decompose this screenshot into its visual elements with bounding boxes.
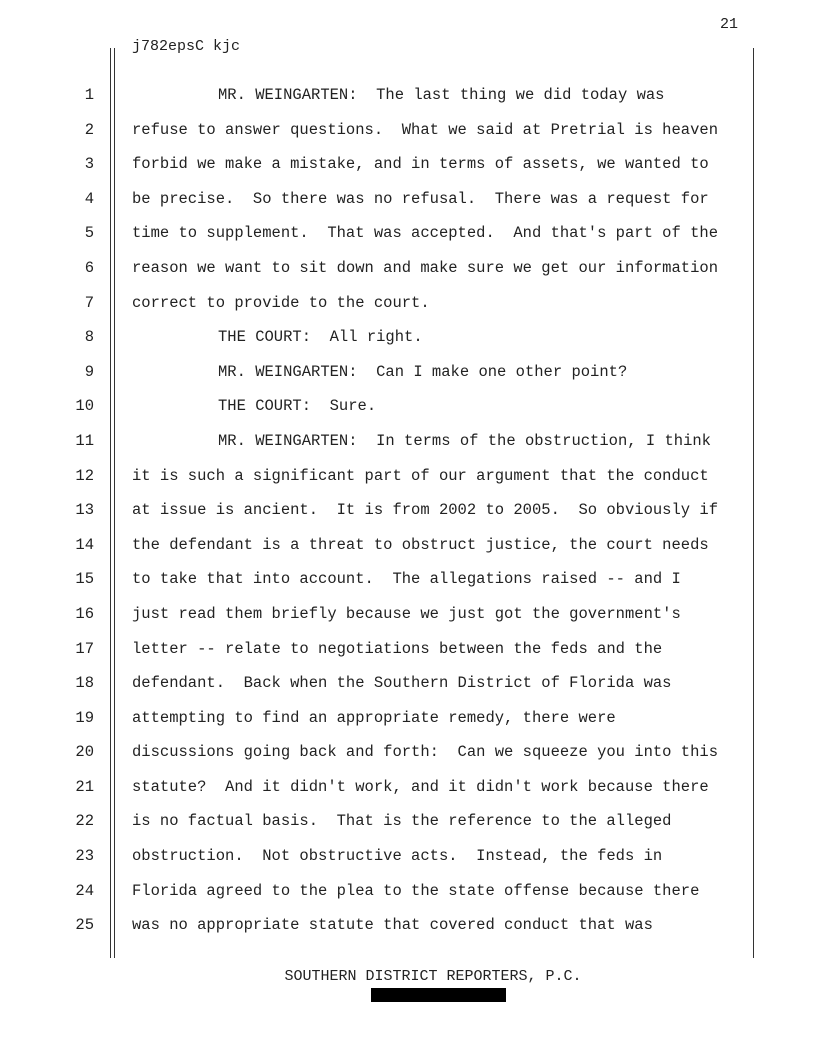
line-number: 13 xyxy=(75,501,94,520)
transcript-line xyxy=(0,78,816,113)
line-text: is no factual basis. That is the reference to the alleged xyxy=(132,812,672,831)
transcript-line xyxy=(0,528,816,563)
line-number: 15 xyxy=(75,570,94,589)
line-number: 3 xyxy=(84,155,94,174)
line-number: 12 xyxy=(75,466,94,485)
transcript-line xyxy=(0,493,816,528)
line-number: 8 xyxy=(84,328,94,347)
transcript-line xyxy=(0,874,816,909)
transcript-line xyxy=(0,597,816,632)
line-number: 19 xyxy=(75,708,94,727)
line-number: 5 xyxy=(84,224,94,243)
header-code: j782epsC kjc xyxy=(132,38,241,55)
line-number: 7 xyxy=(84,293,94,312)
transcript-line xyxy=(0,389,816,424)
transcript-line xyxy=(0,355,816,390)
transcript-line xyxy=(0,632,816,667)
transcript-line xyxy=(0,562,816,597)
line-number: 18 xyxy=(75,674,94,693)
line-number: 2 xyxy=(84,120,94,139)
line-number: 16 xyxy=(75,604,94,623)
line-number: 10 xyxy=(75,397,94,416)
line-text: THE COURT: All right. xyxy=(218,328,423,347)
transcript-line xyxy=(0,216,816,251)
line-text: MR. WEINGARTEN: Can I make one other point? xyxy=(218,362,628,381)
line-text: to take that into account. The allegations raised -- and I xyxy=(132,570,681,589)
transcript-line xyxy=(0,770,816,805)
line-number: 4 xyxy=(84,189,94,208)
line-text: defendant. Back when the Southern District of Florida was xyxy=(132,674,672,693)
line-number: 9 xyxy=(84,362,94,381)
line-text: just read them briefly because we just got the government's xyxy=(132,604,681,623)
line-number: 6 xyxy=(84,258,94,277)
transcript-line xyxy=(0,735,816,770)
transcript-line xyxy=(0,908,816,943)
line-text: the defendant is a threat to obstruct justice, the court needs xyxy=(132,535,709,554)
line-text: was no appropriate statute that covered conduct that was xyxy=(132,916,653,935)
line-text: it is such a significant part of our argument that the conduct xyxy=(132,466,709,485)
line-number: 20 xyxy=(75,743,94,762)
line-text: THE COURT: Sure. xyxy=(218,397,377,416)
page-number: 21 xyxy=(719,16,738,33)
line-number: 24 xyxy=(75,881,94,900)
line-text: correct to provide to the court. xyxy=(132,293,430,312)
transcript-line xyxy=(0,251,816,286)
line-number: 21 xyxy=(75,777,94,796)
line-number: 11 xyxy=(75,431,94,450)
line-text: letter -- relate to negotiations between the feds and the xyxy=(132,639,663,658)
line-text: time to supplement. That was accepted. And that's part of the xyxy=(132,224,718,243)
line-text: discussions going back and forth: Can we squeeze you into this xyxy=(132,743,718,762)
line-number: 25 xyxy=(75,916,94,935)
line-number: 22 xyxy=(75,812,94,831)
line-text: Florida agreed to the plea to the state offense because there xyxy=(132,881,700,900)
transcript-line xyxy=(0,804,816,839)
line-number: 17 xyxy=(75,639,94,658)
transcript-lines xyxy=(0,78,816,943)
line-text: MR. WEINGARTEN: In terms of the obstruction, I think xyxy=(218,431,711,450)
transcript-line xyxy=(0,286,816,321)
line-text: forbid we make a mistake, and in terms of assets, we wanted to xyxy=(132,155,709,174)
transcript-line xyxy=(0,701,816,736)
transcript-line xyxy=(0,182,816,217)
transcript-line xyxy=(0,113,816,148)
line-number: 1 xyxy=(84,86,94,104)
transcript-line xyxy=(0,424,816,459)
line-text: MR. WEINGARTEN: The last thing we did today was xyxy=(218,86,665,104)
transcript-line xyxy=(0,839,816,874)
line-text: obstruction. Not obstructive acts. Instead, the feds in xyxy=(132,847,663,866)
line-text: attempting to find an appropriate remedy, there were xyxy=(132,708,616,727)
line-text: at issue is ancient. It is from 2002 to 2005. So obviously if xyxy=(132,501,718,520)
line-text: refuse to answer questions. What we said at Pretrial is heaven xyxy=(132,120,718,139)
line-text: statute? And it didn't work, and it didn't work because there xyxy=(132,777,709,796)
line-number: 14 xyxy=(75,535,94,554)
reporter-footer: SOUTHERN DISTRICT REPORTERS, P.C. xyxy=(284,968,582,985)
transcript-line xyxy=(0,666,816,701)
line-text: be precise. So there was no refusal. There was a request for xyxy=(132,189,709,208)
transcript-line xyxy=(0,459,816,494)
line-text: reason we want to sit down and make sure we get our information xyxy=(132,258,718,277)
transcript-line xyxy=(0,147,816,182)
transcript-line xyxy=(0,320,816,355)
redaction-bar xyxy=(371,988,506,1002)
line-number: 23 xyxy=(75,847,94,866)
